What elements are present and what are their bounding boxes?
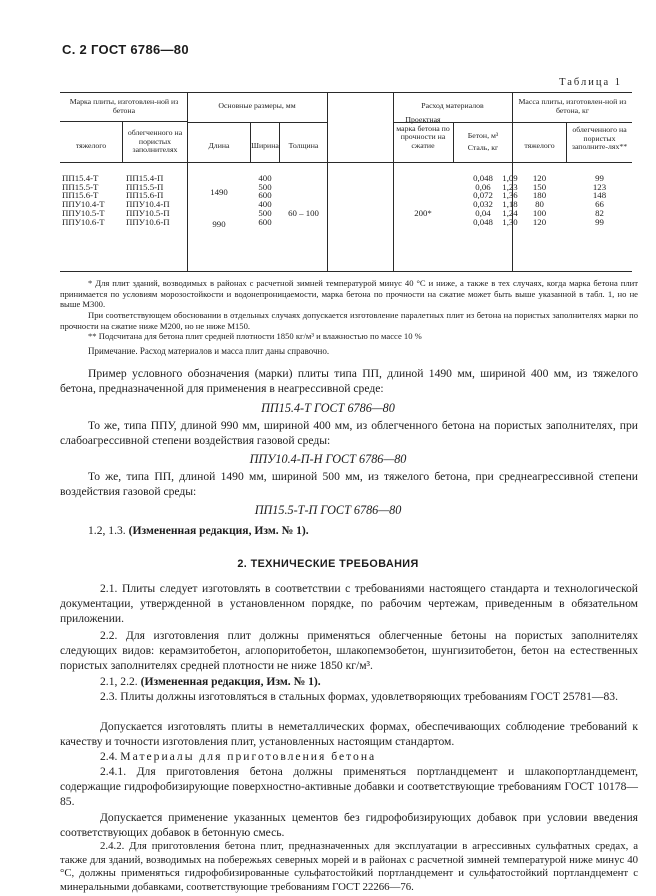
- table-rule: [60, 271, 632, 272]
- clause-heading: Материалы для приготовления бетона: [120, 750, 377, 763]
- revision-number: 1.2, 1.3.: [88, 524, 126, 537]
- table-cell: 600: [258, 216, 272, 227]
- th-thickness: Толщина: [288, 141, 319, 150]
- table-cell: ПП15.6-П: [126, 190, 164, 201]
- table-cell: 123: [592, 181, 607, 192]
- column-mass-light: [567, 174, 632, 226]
- clause-2-2: 2.2. Для изготовления плит должны применяться облегченные бетоны на пористых заполнителях следующих видов: керамзитобетон, аглопоритобетон, шлакопемзобетон, шунгизитобетон, бетон на естественных пористых заполнителях средней плотности не ниже 1850 кг/м³.: [60, 629, 638, 673]
- table-cell: ПП15.5-Т: [62, 181, 99, 192]
- th-mass-heavy: тяжелого: [524, 141, 555, 150]
- table-rule: [453, 122, 454, 162]
- revision-text: (Измененная редакция, Изм. № 1).: [140, 675, 321, 688]
- table-cell: 1,24: [502, 207, 518, 218]
- table-cell: 99: [595, 173, 604, 183]
- th-steel: Сталь, кг: [467, 143, 499, 152]
- example-paragraph-2: То же, типа ППУ, длиной 990 мм, шириной 400 мм, из облегченного бетона на пористых заполнителях, при слабоагрессивной степени воздействия газовой среды:: [60, 419, 638, 448]
- table-cell: 1,36: [502, 190, 518, 201]
- example-paragraph-3: То же, типа ПП, длиной 1490 мм, шириной 500 мм, из тяжелого бетона, при среднеагрессивной степени воздействия газовой среды:: [60, 470, 638, 499]
- column-grade-heavy: [62, 174, 122, 226]
- table-cell: 0,048: [473, 173, 493, 183]
- table-cell: 120: [532, 173, 547, 183]
- table-cell: 120: [532, 216, 547, 227]
- clause-2-4-1: 2.4.1. Для приготовления бетона должны применяться портландцемент и шлакопортландцемент, содержащие гидрофобизирующие поверхностно-активные добавки и соответствующие требованиям ГОСТ 10178—85.: [60, 765, 638, 809]
- table-cell: ППУ10.6-П: [126, 216, 170, 227]
- table-cell: 500: [258, 181, 272, 192]
- table-cell: 180: [532, 190, 547, 201]
- table-rule: [60, 92, 632, 93]
- table-cell: 0,04: [475, 207, 491, 218]
- note-3: ** Подсчитана для бетона плит средней плотности 1850 кг/м³ и влажностью по массе 10 %: [88, 331, 422, 341]
- table-rule: [60, 121, 187, 122]
- clause-2-4: [100, 749, 628, 764]
- table-cell: 500: [258, 207, 272, 218]
- example-designation-3: ПП15.5-Т-П ГОСТ 6786—80: [254, 503, 402, 517]
- table-cell: ПП15.4-Т: [62, 173, 99, 183]
- example-paragraph-1: Пример условного обозначения (марки) плиты типа ПП, длиной 1490 мм, шириной 400 мм, из тяжелого бетона, предназначенной для применения в неагрессивной среде:: [60, 367, 638, 396]
- table-cell: 148: [592, 190, 607, 201]
- thickness-value: 60 – 100: [288, 208, 319, 218]
- column-grade-light: [126, 174, 186, 226]
- th-mass-light: облегченного на пористых заполните-лях**: [571, 125, 628, 152]
- th-mass: Масса плиты, изготовлен-ной из бетона, кг: [518, 97, 627, 115]
- table-rule: [60, 162, 632, 163]
- clause-2-4-2: 2.4.2. Для приготовления бетона плит, предназначенных для эксплуатации в агрессивных сульфатных средах, а также для зданий, возводимых на побережьях северных морей и в районах с расчетной зимней температурой ниже минус 40 °С, должны применяться гидрофобизированные сульфатостойкий портландцемент и сульфатостойкий портландцемент с минеральными добавками, соответствующие требованиям ГОСТ 22266—76.: [60, 840, 638, 893]
- th-length: Длина: [208, 141, 230, 150]
- th-consumption: Расход материалов: [421, 101, 484, 110]
- table-rule: [327, 92, 328, 272]
- table-cell: 82: [595, 207, 604, 218]
- th-grade-heavy: тяжелого: [75, 141, 107, 150]
- strength-value: 200*: [414, 208, 432, 218]
- example-designation-2: ППУ10.4-П-Н ГОСТ 6786—80: [249, 452, 407, 466]
- table-cell: ППУ10.4-Т: [62, 199, 105, 210]
- table-remark: Примечание. Расход материалов и масса плит даны справочно.: [88, 346, 330, 356]
- table-cell: 1,18: [502, 199, 518, 210]
- table-rule: [187, 92, 188, 272]
- th-grade: Марка плиты, изготовлен-ной из бетона: [69, 97, 179, 115]
- clause-2-1: 2.1. Плиты следует изготовлять в соответствии с требованиями настоящего стандарта и технологической документации, утвержденной в установленном порядке, по рабочим чертежам, приведенным в обязательном приложении.: [60, 582, 638, 626]
- table-cell: 1,30: [502, 216, 518, 227]
- example-designation-1: ПП15.4-Т ГОСТ 6786—80: [261, 401, 395, 415]
- column-mass-heavy: [513, 174, 566, 226]
- table-cell: ППУ10.6-Т: [62, 216, 105, 227]
- table-cell: 0,032: [473, 199, 493, 210]
- table-rule: [122, 122, 123, 162]
- th-dims: Основные размеры, мм: [218, 101, 296, 110]
- th-strength: Проектная марка бетона по прочности на сжатие: [396, 115, 450, 150]
- th-width: Ширина: [251, 141, 279, 150]
- table-cell: ПП15.4-П: [126, 173, 164, 183]
- materials-table: [60, 92, 632, 272]
- clause-2-4-1-paragraph: Допускается применение указанных цементов без гидрофобизирующих добавок при условии введения соответствующих добавок в бетонную смесь.: [60, 811, 638, 840]
- table-cell: 100: [532, 207, 547, 218]
- table-cell: 0,048: [473, 216, 493, 227]
- table-cell: ППУ10.5-Т: [62, 207, 105, 218]
- table-cell: ПП15.6-Т: [62, 190, 99, 201]
- length-1490: 1490: [210, 187, 228, 197]
- column-width: [251, 174, 279, 226]
- table-cell: 1,23: [502, 181, 518, 192]
- table-rule: [393, 92, 394, 272]
- clause-2-3: 2.3. Плиты должны изготовляться в стальных формах, удовлетворяющих требованиям ГОСТ 25781—83.: [100, 690, 618, 703]
- table-cell: 99: [595, 216, 604, 227]
- table-cell: ППУ10.5-П: [126, 207, 170, 218]
- table-cell: 66: [595, 199, 604, 210]
- revision-note-2: [100, 674, 628, 689]
- table-cell: ППУ10.4-П: [126, 199, 170, 210]
- table-cell: 150: [532, 181, 547, 192]
- revision-note-1: [88, 523, 628, 538]
- table-caption: Таблица 1: [559, 77, 622, 88]
- table-cell: 600: [258, 190, 272, 201]
- table-cell: 400: [258, 199, 272, 210]
- page-header: С. 2 ГОСТ 6786—80: [62, 42, 189, 57]
- section-title: 2. ТЕХНИЧЕСКИЕ ТРЕБОВАНИЯ: [237, 558, 419, 570]
- th-concrete: Бетон, м³: [467, 131, 499, 140]
- table-cell: ПП15.5-П: [126, 181, 164, 192]
- th-grade-light: облегченного на пористых заполнителях: [127, 128, 183, 155]
- table-cell: 400: [258, 173, 272, 183]
- clause-2-3-paragraph: Допускается изготовлять плиты в неметаллических формах, обеспечивающих соблюдение требований к качеству и точности изготовления плит, установленных настоящим стандартом.: [60, 720, 638, 749]
- table-cell: 0,072: [473, 190, 493, 201]
- note-1: * Для плит зданий, возводимых в районах с расчетной зимней температурой минус 40 °С и ниже, а также в тех случаях, когда марка бетона плит принимается по условиям морозостойкости и водонепроницаемости, марка бетона по прочности на сжатие может быть выше указанной в табл. 1, но не выше М300.: [60, 278, 638, 310]
- clause-number: 2.4.: [100, 750, 118, 763]
- note-2: При соответствующем обосновании в отдельных случаях допускается изготовление паралетных плит из бетона на пористых заполнителях марки по прочности на сжатие ниже М200, но не ниже М150.: [60, 310, 638, 331]
- revision-text: (Измененная редакция, Изм. № 1).: [128, 524, 309, 537]
- table-cell: 80: [535, 199, 544, 210]
- length-990: 990: [212, 219, 226, 229]
- table-rule: [187, 122, 327, 123]
- table-cell: 1,09: [502, 173, 518, 183]
- table-cell: 0,06: [475, 181, 491, 192]
- revision-number: 2.1, 2.2.: [100, 675, 138, 688]
